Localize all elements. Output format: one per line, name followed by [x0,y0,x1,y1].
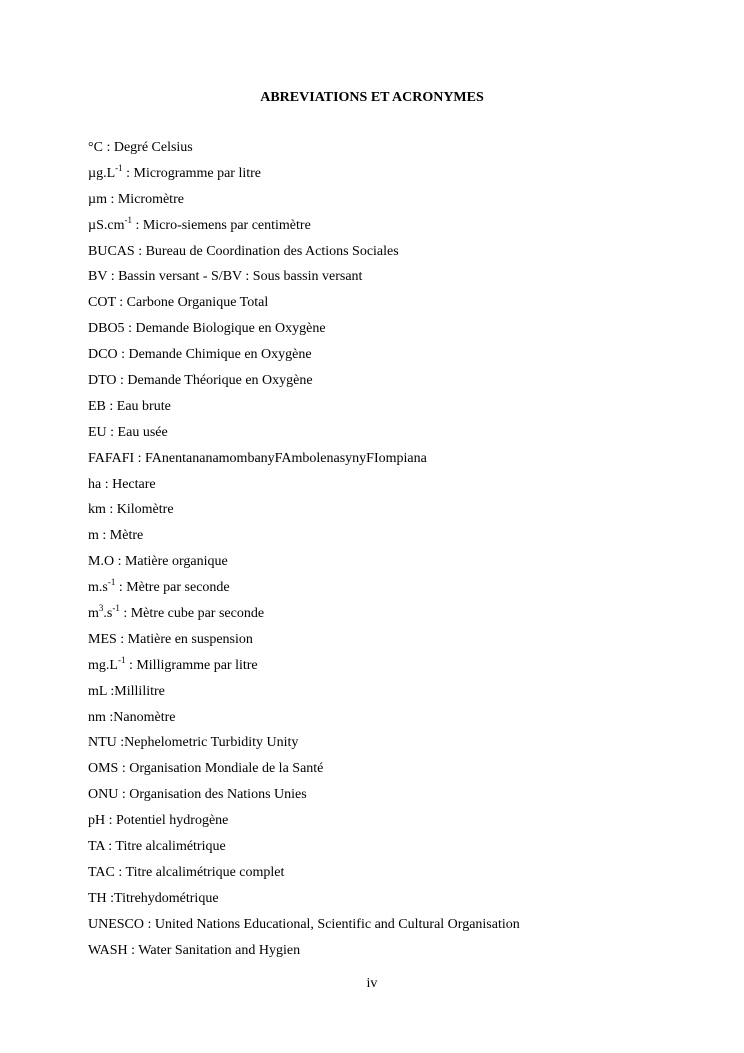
abbreviation-item [88,191,520,217]
abbreviation-definition: :Nanomètre [105,709,176,725]
abbreviation-definition: : Milligramme par litre [125,657,258,673]
abbreviation-definition: : Eau brute [105,398,171,414]
abbreviation-term [88,192,107,207]
term-base: NTU [88,735,117,751]
abbreviation-item [88,838,520,864]
abbreviation-definition: : Potentiel hydrogène [105,813,229,829]
abbreviation-definition: : Hectare [101,476,156,492]
term-base: m.s [88,580,108,596]
abbreviation-definition: :Titrehydométrique [106,890,219,906]
term-exponent: -1 [117,654,126,665]
abbreviation-term [88,710,106,725]
abbreviation-term [88,244,135,259]
abbreviation-definition: : Bureau de Coordination des Actions Sociales [134,243,399,259]
term-base: m [88,606,99,622]
abbreviation-item [88,631,520,657]
abbreviation-term [88,603,120,622]
abbreviation-term [88,425,107,440]
abbreviation-definition: : Organisation des Nations Unies [118,787,307,803]
abbreviation-definition: : Micromètre [106,191,184,207]
term-base: BUCAS [88,243,135,259]
abbreviation-item [88,734,520,760]
abbreviation-item [88,579,520,605]
abbreviation-term [88,295,116,310]
term-base: ONU [88,787,119,803]
abbreviation-definition: : Titre alcalimétrique [104,839,226,855]
abbreviation-definition: : Eau usée [106,424,168,440]
abbreviation-term [88,761,118,776]
abbreviation-item [88,139,520,165]
abbreviation-term [88,917,144,932]
abbreviation-item [88,786,520,812]
abbreviation-term [88,321,125,336]
abbreviation-definition: : Micro-siemens par centimètre [131,217,311,233]
term-base: DTO [88,373,117,389]
abbreviation-item [88,683,520,709]
term-base: TH [88,890,107,906]
abbreviation-term [88,787,118,802]
abbreviation-definition: : Bassin versant - S/BV : Sous bassin versant [107,269,363,285]
abbreviation-term [88,399,106,414]
abbreviation-item [88,162,520,191]
abbreviation-item [88,760,520,786]
term-base: °C [88,140,103,155]
abbreviation-item [88,424,520,450]
abbreviation-item [88,214,520,243]
term-base: WASH [88,942,128,958]
abbreviation-item [88,398,520,424]
abbreviation-item [88,268,520,294]
abbreviation-term [88,162,123,181]
abbreviation-item [88,243,520,269]
term-base: mg.L [88,657,118,673]
abbreviation-term [88,943,128,958]
term-base: UNESCO [88,916,145,932]
abbreviation-item [88,812,520,838]
abbreviation-term [88,502,106,517]
abbreviation-item [88,942,520,968]
abbreviation-term [88,451,134,466]
abbreviation-term [88,632,117,647]
abbreviation-term [88,477,101,492]
page-title: ABREVIATIONS ET ACRONYMES [260,90,484,105]
abbreviation-item [88,709,520,735]
term-base: µg.L [88,165,116,181]
term-exponent: 3 [98,603,104,614]
term-base: µS.cm [88,217,125,233]
term-base: BV [88,269,108,285]
abbreviation-item [88,864,520,890]
term-base: m [88,528,99,544]
abbreviation-term [88,813,105,828]
abbreviation-term [88,865,115,880]
abbreviation-item [88,476,520,502]
abbreviation-item [88,654,520,683]
term-exponent: -1 [115,162,123,173]
abbreviation-item [88,553,520,579]
abbreviation-definition: : Organisation Mondiale de la Santé [118,761,324,777]
abbreviation-term [88,735,117,750]
abbreviation-term [88,577,116,596]
abbreviation-item [88,320,520,346]
abbreviation-definition: :Millilitre [106,683,165,699]
term-base: mL [88,683,107,699]
abbreviation-term [88,839,105,854]
abbreviation-definition: : Titre alcalimétrique complet [114,864,285,880]
abbreviation-definition: : Matière en suspension [116,631,253,647]
abbreviation-definition: : Carbone Organique Total [115,295,269,311]
abbreviation-item [88,501,520,527]
abbreviation-term [88,214,132,233]
abbreviation-definition: : Mètre cube par seconde [119,606,265,622]
term-base: ha [88,476,102,492]
abbreviation-term [88,373,117,388]
term-base: DBO5 [88,321,125,337]
term-base: km [88,502,106,518]
term-base: TA [88,839,105,855]
term-exponent: -1 [124,214,132,225]
abbreviation-item [88,294,520,320]
term-base: OMS [88,761,119,777]
abbreviation-definition: : Demande Théorique en Oxygène [116,373,313,389]
term-base: pH [88,813,106,829]
abbreviation-item [88,527,520,553]
term-base: FAFAFI [88,450,135,466]
term-base: DCO [88,347,118,363]
abbreviation-definition: : Demande Chimique en Oxygène [117,347,312,363]
abbreviation-definition: : Kilomètre [105,502,174,518]
term-base: MES [88,631,117,647]
abbreviation-term [88,528,99,543]
term-base: EU [88,424,107,440]
term-base: TAC [88,864,115,880]
abbreviation-definition: : Degré Celsius [102,140,193,155]
abbreviation-definition: : Microgramme par litre [122,165,262,181]
abbreviation-definition: : Demande Biologique en Oxygène [124,321,326,337]
term-base: .s [103,606,113,622]
abbreviation-term [88,269,107,284]
abbreviation-definition: : Matière organique [114,554,228,570]
abbreviation-item [88,916,520,942]
abbreviation-term [88,347,118,362]
page-number: iv [366,976,378,991]
abbreviation-definition: : Mètre [98,528,144,544]
abbreviation-term [88,654,126,673]
term-exponent: -1 [112,603,120,614]
abbreviation-item [88,346,520,372]
abbreviation-item [88,605,520,631]
abbreviation-item [88,890,520,916]
abbreviation-term [88,140,103,155]
abbreviation-list [88,139,520,968]
abbreviation-item [88,372,520,398]
term-base: µm [88,191,107,207]
abbreviation-definition: :Nephelometric Turbidity Unity [116,735,299,751]
abbreviation-term [88,684,107,699]
abbreviation-term [88,554,114,569]
abbreviation-definition: : Water Sanitation and Hygien [127,942,301,958]
abbreviation-definition: : FAnentananamombanyFAmbolenasynyFIompiana [134,450,427,466]
term-base: nm [88,709,106,725]
term-exponent: -1 [107,577,116,588]
abbreviation-item [88,450,520,476]
term-base: EB [88,398,106,414]
abbreviation-definition: : Mètre par seconde [115,580,230,596]
abbreviation-definition: : United Nations Educational, Scientific and Cultural Organisation [144,916,520,932]
abbreviation-term [88,891,107,906]
term-base: M.O [88,554,115,570]
term-base: COT [88,295,116,311]
